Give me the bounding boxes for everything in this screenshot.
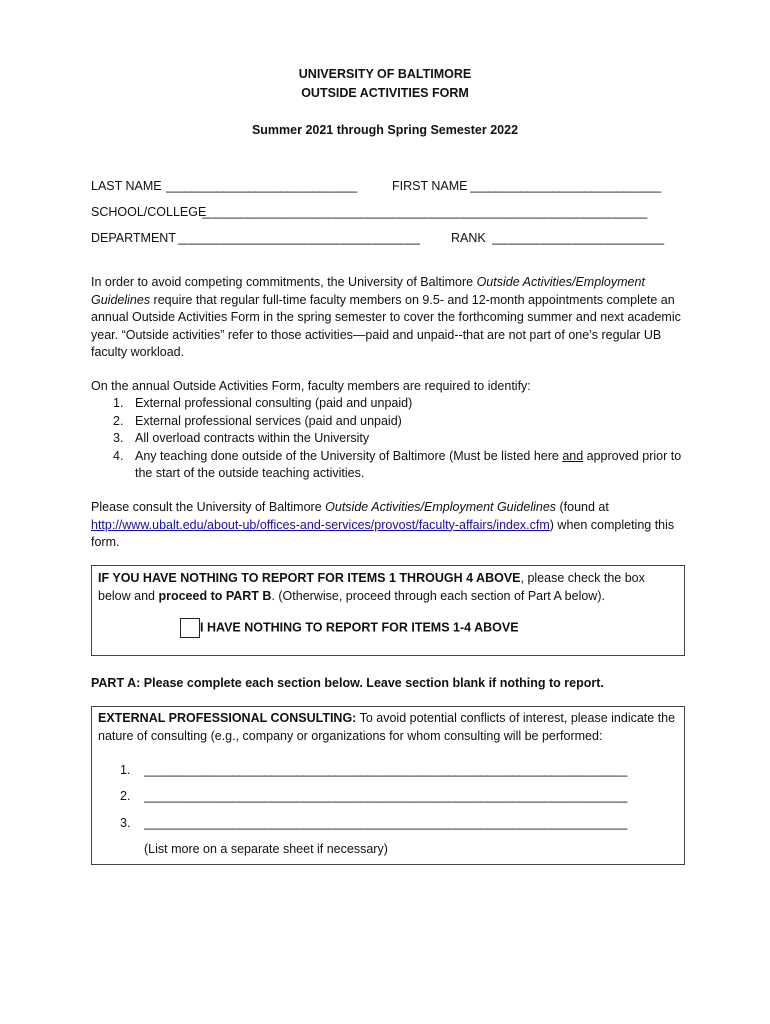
first-name-field[interactable]: ______________________________ — [470, 179, 661, 193]
list-item: 2. External professional services (paid and unpaid) — [113, 413, 402, 428]
consulting-note: (List more on a separate sheet if necessary) — [144, 842, 388, 856]
guidelines-link[interactable]: http://www.ubalt.edu/about-ub/offices-and-services/provost/faculty-affairs/index.cfm — [91, 517, 550, 532]
part-a-heading: PART A: Please complete each section below. Leave section blank if nothing to report. — [91, 676, 604, 690]
consulting-entry-field[interactable]: ____________________________________________________________________________ — [144, 789, 627, 803]
last-name-field[interactable]: ______________________________ — [166, 179, 357, 193]
guidelines-title: Outside Activities/Employment Guidelines — [91, 275, 645, 307]
list-item: 3. All overload contracts within the University — [113, 431, 370, 445]
intro-paragraph: In order to avoid competing commitments, the University of Baltimore Outside Activities/Employment Guidelines require that regular full-time faculty members on 9.5- and 12-month appointments complete an annual Outside Activities Form in the spring semester to cover the forthcoming summer and next academic year. “Outside activities” refer to those activities—paid and unpaid--that are not part of one’s regular UB faculty workload. — [91, 275, 681, 359]
consulting-section — [91, 706, 685, 865]
university-name: UNIVERSITY OF BALTIMORE — [298, 67, 472, 81]
list-item: 4. Any teaching done outside of the University of Baltimore (Must be listed here and approved prior to the start of the outside teaching activities. — [113, 448, 682, 480]
department-label: DEPARTMENT — [91, 231, 176, 245]
form-term: Summer 2021 through Spring Semester 2022 — [251, 123, 519, 137]
department-field[interactable]: ______________________________________ — [178, 231, 420, 245]
consult-guidelines-paragraph: Please consult the University of Baltimore Outside Activities/Employment Guidelines (found at http://www.ubalt.edu/about-ub/offices-and-services/provost/faculty-affairs/index.cfm) when completing this form. — [91, 500, 675, 549]
last-name-label: LAST NAME — [91, 179, 162, 193]
nothing-to-report-instructions: IF YOU HAVE NOTHING TO REPORT FOR ITEMS 1 THROUGH 4 ABOVE, please check the box below and proceed to PART B. (Otherwise, proceed through each section of Part A below). — [98, 571, 645, 603]
list-item: 1. External professional consulting (paid and unpaid) — [113, 396, 413, 410]
first-name-label: FIRST NAME — [392, 179, 468, 193]
nothing-to-report-checkbox[interactable] — [180, 618, 200, 638]
requirements-list — [91, 395, 691, 483]
school-label: SCHOOL/COLLEGE — [91, 205, 207, 219]
requirements-intro: On the annual Outside Activities Form, faculty members are required to identify: — [91, 379, 531, 393]
form-title: OUTSIDE ACTIVITIES FORM — [301, 86, 469, 100]
consulting-entry-field[interactable]: ____________________________________________________________________________ — [144, 763, 627, 777]
consulting-entry-3: 3. ____________________________________________________________________________ — [120, 815, 130, 833]
consulting-heading: EXTERNAL PROFESSIONAL CONSULTING: — [98, 711, 357, 725]
consulting-entry-field[interactable]: ____________________________________________________________________________ — [144, 816, 627, 830]
consulting-instructions: EXTERNAL PROFESSIONAL CONSULTING: To avoid potential conflicts of interest, please indicate the nature of consulting (e.g., company or organizations for whom consulting will be performed: — [98, 711, 676, 743]
rank-label: RANK — [451, 231, 486, 245]
nothing-to-report-label: I HAVE NOTHING TO REPORT FOR ITEMS 1-4 ABOVE — [200, 620, 519, 635]
consulting-entry-2: 2. ____________________________________________________________________________ — [120, 788, 130, 806]
nothing-to-report-box — [91, 565, 685, 656]
consulting-entry-1: 1. ____________________________________________________________________________ — [120, 762, 130, 780]
school-field[interactable]: ______________________________________________________________________ — [202, 205, 647, 219]
nothing-to-report-option — [180, 618, 519, 638]
rank-field[interactable]: ___________________________ — [492, 231, 664, 245]
